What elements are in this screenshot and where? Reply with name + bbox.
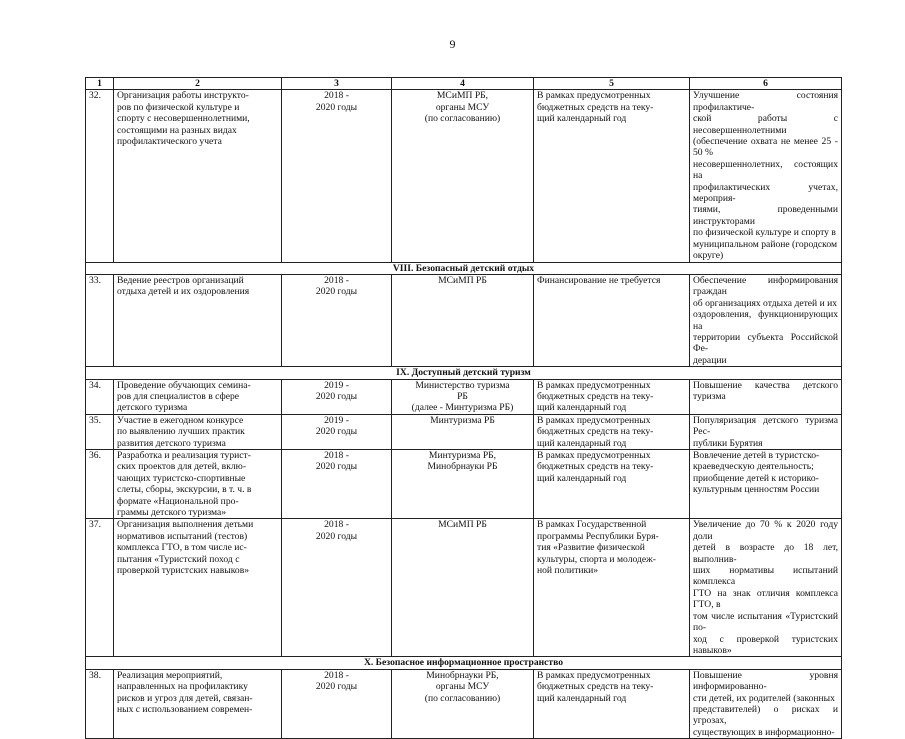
expected-result-line: об организациях отдыха детей и их xyxy=(693,297,838,309)
responsible-executor-line: МСиМП РБ xyxy=(438,519,487,531)
implementation-period-line: 2020 годы xyxy=(315,101,358,113)
expected-result-line: Обеспечение информирования граждан xyxy=(693,274,838,298)
measure-name-line: граммы детского туризма» xyxy=(117,507,227,519)
measure-name-line: Организация выполнения детьми xyxy=(117,519,254,531)
section-title: IX. Доступный детский туризм xyxy=(86,367,842,379)
measure-name xyxy=(114,414,282,449)
funding-source-line: В рамках предусмотренных xyxy=(537,450,651,461)
item-number: 38. xyxy=(86,669,114,738)
expected-result-line: Вовлечение детей в туристско- xyxy=(693,450,820,461)
table-row xyxy=(86,669,842,738)
implementation-period-line: 2020 годы xyxy=(315,530,358,542)
measure-name-line: развития детского туризма xyxy=(117,437,226,449)
expected-result-line: (обеспечение охвата не менее 25 - 50 % xyxy=(693,136,838,159)
funding-source xyxy=(534,450,690,519)
expected-result-line: несовершеннолетних, состоящих на xyxy=(693,158,838,182)
funding-source xyxy=(534,414,690,449)
expected-result-line: ход с проверкой туристских навыков» xyxy=(693,633,838,656)
expected-result-line: Повышение качества детского туризма xyxy=(693,379,838,402)
measure-name-line: ров для специалистов в сфере xyxy=(117,390,240,402)
responsible-executor-line: Минтуризма РБ, xyxy=(428,450,497,461)
measure-name-line: пытания «Туристский поход с xyxy=(117,553,240,565)
measure-name-line: рисков и угроз для детей, связан- xyxy=(117,692,253,704)
expected-result-line: представителей) о рисках и угрозах, xyxy=(693,703,838,727)
funding-source-line: бюджетных средств на теку- xyxy=(537,101,654,113)
item-number: 36. xyxy=(86,450,114,519)
funding-source-line: В рамках предусмотренных xyxy=(537,90,651,102)
responsible-executor-line: Минтуризма РБ xyxy=(430,414,495,426)
funding-source xyxy=(534,274,690,366)
expected-result xyxy=(690,669,842,738)
expected-result-line: приобщение детей к историко- xyxy=(693,472,819,484)
implementation-period-line: 2018 - xyxy=(324,90,349,102)
expected-result-line: детей в возрасте до 18 лет, выполнив- xyxy=(693,542,838,565)
responsible-executor xyxy=(392,379,534,414)
measure-name-line: Участие в ежегодном конкурсе xyxy=(117,414,244,426)
expected-result-line: муниципальном районе (городском xyxy=(693,238,838,250)
expected-result xyxy=(690,519,842,657)
expected-result-line: существующих в информационно- xyxy=(693,726,835,738)
funding-source xyxy=(534,90,690,262)
expected-result-line: оздоровления, функционирующих на xyxy=(693,309,838,332)
funding-source-line: бюджетных средств на теку- xyxy=(537,681,654,693)
expected-result-line: краеведческую деятельность; xyxy=(693,461,814,473)
responsible-executor xyxy=(392,90,534,262)
measure-name-line: детского туризма xyxy=(117,402,188,414)
expected-result-line: публики Бурятия xyxy=(693,437,763,449)
funding-source-line: бюджетных средств на теку- xyxy=(537,426,654,438)
table-row xyxy=(86,379,842,414)
expected-result-line: ших нормативы испытаний комплекса xyxy=(693,565,838,588)
column-header-2: 2 xyxy=(114,78,282,90)
implementation-period xyxy=(282,414,392,449)
funding-source-line: щий календарный год xyxy=(537,472,627,484)
expected-result xyxy=(690,90,842,262)
funding-source-line: щий календарный год xyxy=(537,437,627,449)
table-row xyxy=(86,519,842,657)
column-header-1: 1 xyxy=(86,78,114,90)
funding-source xyxy=(534,669,690,738)
funding-source-line: В рамках предусмотренных xyxy=(537,669,651,681)
responsible-executor-line: органы МСУ xyxy=(435,101,490,113)
responsible-executor-line: Министерство туризма xyxy=(415,379,510,391)
responsible-executor-line: МСиМП РБ xyxy=(438,274,487,286)
section-heading-row xyxy=(86,367,842,379)
responsible-executor xyxy=(392,414,534,449)
expected-result-line: по физической культуре и спорту в xyxy=(693,227,836,239)
measure-name xyxy=(114,379,282,414)
measure-name-line: Ведение реестров организаций xyxy=(117,274,244,286)
page-number: 9 xyxy=(449,37,456,51)
funding-source xyxy=(534,379,690,414)
implementation-period-line: 2018 - xyxy=(324,274,349,286)
funding-source-line: В рамках предусмотренных xyxy=(537,414,651,426)
implementation-period xyxy=(282,669,392,738)
measure-name-line: спорту с несовершеннолетними, xyxy=(117,113,250,125)
implementation-period-line: 2018 - xyxy=(324,450,349,461)
expected-result xyxy=(690,274,842,366)
expected-result-line: дерации xyxy=(693,354,727,366)
measure-name-line: направленных на профилактику xyxy=(117,681,248,693)
section-title: X. Безопасное информационное пространство xyxy=(86,657,842,669)
implementation-period-line: 2019 - xyxy=(324,379,349,391)
implementation-period xyxy=(282,519,392,657)
expected-result-line: сти детей, их родителей (законных xyxy=(693,692,835,704)
funding-source xyxy=(534,519,690,657)
measure-name-line: чающих туристско-спортивные xyxy=(117,472,246,484)
responsible-executor-line: МСиМП РБ, xyxy=(436,90,489,102)
responsible-executor-line: (по согласованию) xyxy=(424,692,501,704)
responsible-executor xyxy=(392,669,534,738)
implementation-period-line: 2020 годы xyxy=(315,390,358,402)
implementation-period xyxy=(282,379,392,414)
implementation-period-line: 2020 годы xyxy=(315,426,358,438)
column-header-5: 5 xyxy=(534,78,690,90)
responsible-executor-line: (далее - Минтуризма РБ) xyxy=(411,402,514,414)
table-row xyxy=(86,274,842,366)
item-number: 34. xyxy=(86,379,114,414)
section-title: VIII. Безопасный детский отдых xyxy=(86,262,842,274)
expected-result-line: территории субъекта Российской Фе- xyxy=(693,331,838,355)
measure-name-line: комплекса ГТО, в том числе ис- xyxy=(117,542,247,554)
measure-name xyxy=(114,90,282,262)
measure-name-line: профилактического учета xyxy=(117,136,222,148)
responsible-executor xyxy=(392,450,534,519)
measure-name-line: Разработка и реализация турист- xyxy=(117,450,251,461)
funding-source-line: щий календарный год xyxy=(537,402,627,414)
implementation-period xyxy=(282,90,392,262)
measure-name-line: Реализация мероприятий, xyxy=(117,669,223,681)
funding-source-line: Финансирование не требуется xyxy=(537,274,661,286)
column-header-6: 6 xyxy=(690,78,842,90)
expected-result-line: Увеличение до 70 % к 2020 году доли xyxy=(693,519,838,542)
implementation-period-line: 2020 годы xyxy=(315,286,358,298)
implementation-period-line: 2018 - xyxy=(324,669,349,681)
expected-result-line: Популяризация детского туризма Рес- xyxy=(693,414,838,438)
table-row xyxy=(86,450,842,519)
responsible-executor xyxy=(392,519,534,657)
item-number: 35. xyxy=(86,414,114,449)
table-row xyxy=(86,90,842,262)
item-number: 33. xyxy=(86,274,114,366)
column-header-3: 3 xyxy=(282,78,392,90)
expected-result-line: ской работы с несовершеннолетними xyxy=(693,113,838,136)
responsible-executor-line: Минобрнауки РБ xyxy=(427,461,498,473)
expected-result-line: профилактических учетах, мероприя- xyxy=(693,181,838,205)
expected-result-line: ГТО на знак отличия комплекса ГТО, в xyxy=(693,587,838,611)
section-heading-row xyxy=(86,657,842,669)
funding-source-line: щий календарный год xyxy=(537,113,627,125)
expected-result-line: тиями, проведенными инструкторами xyxy=(693,204,838,227)
measure-name-line: ных с использованием современ- xyxy=(117,703,253,715)
section-heading-row xyxy=(86,262,842,274)
measure-name-line: слеты, сборы, экскурсии, в т. ч. в xyxy=(117,484,252,496)
funding-source-line: программы Республики Буря- xyxy=(537,530,659,542)
funding-source-line: В рамках предусмотренных xyxy=(537,379,651,391)
measure-name-line: проверкой туристских навыков» xyxy=(117,565,250,577)
responsible-executor-line: Минобрнауки РБ, xyxy=(426,669,499,681)
measure-name-line: Проведение обучающих семина- xyxy=(117,379,251,391)
item-number: 32. xyxy=(86,90,114,262)
measure-name-line: ров по физической культуре и xyxy=(117,101,240,113)
expected-result xyxy=(690,414,842,449)
measure-name-line: по выявлению лучших практик xyxy=(117,426,245,438)
measure-name xyxy=(114,274,282,366)
implementation-period-line: 2018 - xyxy=(324,519,349,531)
expected-result-line: округе) xyxy=(693,250,724,262)
column-header-4: 4 xyxy=(392,78,534,90)
measure-name xyxy=(114,669,282,738)
expected-result-line: том числе испытания «Туристский по- xyxy=(693,610,838,634)
measure-name xyxy=(114,450,282,519)
measure-name-line: формате «Национальной про- xyxy=(117,495,239,507)
implementation-period-line: 2020 годы xyxy=(315,681,358,693)
measure-name-line: Организация работы инструкто- xyxy=(117,90,249,102)
implementation-period xyxy=(282,450,392,519)
expected-result xyxy=(690,379,842,414)
measure-name-line: ских проектов для детей, вклю- xyxy=(117,461,247,473)
expected-result-line: культурным ценностям России xyxy=(693,484,820,496)
measure-name-line: состоящими на разных видах xyxy=(117,124,237,136)
funding-source-line: культуры, спорта и молодеж- xyxy=(537,553,656,565)
funding-source-line: ной политики» xyxy=(537,565,599,577)
funding-source-line: бюджетных средств на теку- xyxy=(537,461,654,473)
responsible-executor-line: органы МСУ xyxy=(435,681,490,693)
responsible-executor-line: РБ xyxy=(457,390,468,402)
implementation-period xyxy=(282,274,392,366)
implementation-period-line: 2020 годы xyxy=(315,461,358,473)
expected-result-line: Повышение уровня информированно- xyxy=(693,669,838,693)
funding-source-line: В рамках Государственной xyxy=(537,519,647,531)
implementation-period-line: 2019 - xyxy=(324,414,349,426)
measure-name-line: отдыха детей и их оздоровления xyxy=(117,286,250,298)
funding-source-line: щий календарный год xyxy=(537,692,627,704)
column-number-row xyxy=(86,78,842,90)
responsible-executor-line: (по согласованию) xyxy=(424,113,501,125)
item-number: 37. xyxy=(86,519,114,657)
expected-result xyxy=(690,450,842,519)
table-row xyxy=(86,414,842,449)
responsible-executor xyxy=(392,274,534,366)
funding-source-line: тия «Развитие физической xyxy=(537,542,645,554)
funding-source-line: бюджетных средств на теку- xyxy=(537,390,654,402)
expected-result-line: Улучшение состояния профилактиче- xyxy=(693,90,838,113)
measure-name-line: нормативов испытаний (тестов) xyxy=(117,530,248,542)
measure-name xyxy=(114,519,282,657)
